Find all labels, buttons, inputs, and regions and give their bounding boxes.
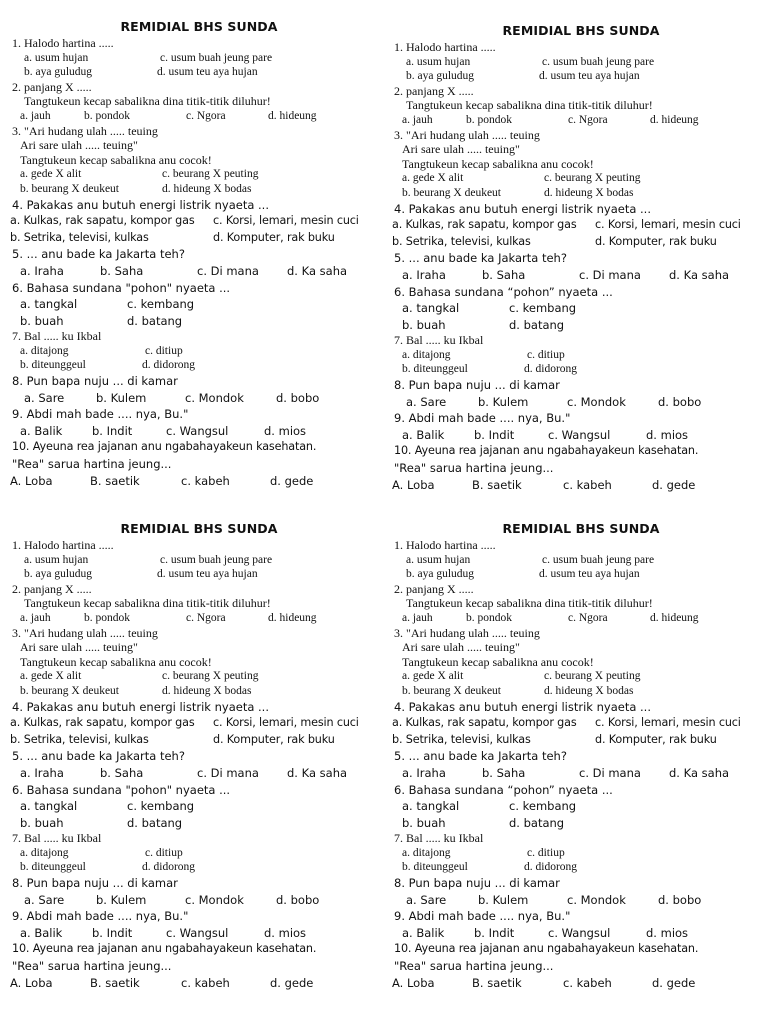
- q3-options-row2: b. beurang X deukeut d. hideung X bodas: [402, 186, 634, 199]
- q3-instruction: Tangtukeun kecap sabalikna anu cocok!: [402, 654, 594, 669]
- q10-question-line2: "Rea" sarua hartina jeung...: [12, 959, 172, 974]
- q7-options-row2: b. diteunggeul d. didorong: [20, 861, 196, 874]
- quiz-panel-bottom-right: [392, 520, 768, 1020]
- q8-question: 8. Pun bapa nuju ... di kamar: [12, 374, 178, 389]
- q8-options: a. Sare b. Kulem c. Mondok d. bobo: [24, 390, 320, 405]
- q9-options: a. Balik b. Indit c. Wangsul d. mios: [402, 925, 689, 940]
- q1-question: 1. Halodo hartina .....: [394, 40, 496, 54]
- q6-question: 6. Bahasa sundana "pohon" nyaeta ...: [12, 782, 231, 797]
- q4-question: 4. Pakakas anu butuh energi listrik nyaeta ...: [394, 201, 651, 216]
- q5-question: 5. ... anu bade ka Jakarta teh?: [12, 247, 185, 262]
- panel-title: REMIDIAL BHS SUNDA: [120, 19, 278, 34]
- q9-options: a. Balik b. Indit c. Wangsul d. mios: [402, 427, 689, 442]
- q1-options-row2: b. aya guludug d. usum teu aya hujan: [406, 70, 640, 83]
- quiz-panel-top-left: [10, 18, 388, 518]
- q6-options-row1: a. tangkal c. kembang: [20, 297, 195, 312]
- q5-question: 5. ... anu bade ka Jakarta teh?: [394, 749, 567, 764]
- q3-options-row1: a. gede X alit c. beurang X peuting: [20, 168, 259, 181]
- q1-question: 1. Halodo hartina .....: [12, 36, 114, 50]
- q4-options-row2: b. Setrika, televisi, kulkas d. Komputer, rak buku: [392, 234, 717, 248]
- q3-question-line2: Ari sare ulah ..... teuing": [20, 640, 138, 655]
- q3-options-row1: a. gede X alit c. beurang X peuting: [402, 172, 641, 185]
- q3-question: 3. "Ari hudang ulah ..... teuing: [394, 127, 540, 142]
- q2-question: 2. panjang X .....: [394, 581, 474, 596]
- q8-options: a. Sare b. Kulem c. Mondok d. bobo: [406, 394, 702, 409]
- q2-instruction: Tangtukeun kecap sabalikna dina titik-titik diluhur!: [406, 98, 653, 113]
- q4-question: 4. Pakakas anu butuh energi listrik nyaeta ...: [394, 699, 651, 714]
- q2-options: a. jauh b. pondok c. Ngora d. hideung: [402, 611, 699, 624]
- q5-options: a. Iraha b. Saha c. Di mana d. Ka saha: [20, 263, 348, 278]
- q3-question: 3. "Ari hudang ulah ..... teuing: [12, 625, 158, 640]
- q3-options-row2: b. beurang X deukeut d. hideung X bodas: [402, 684, 634, 697]
- q5-question: 5. ... anu bade ka Jakarta teh?: [12, 749, 185, 764]
- q5-options: a. Iraha b. Saha c. Di mana d. Ka saha: [20, 765, 348, 780]
- q2-instruction: Tangtukeun kecap sabalikna dina titik-titik diluhur!: [406, 596, 653, 611]
- q6-options-row2: b. buah d. batang: [402, 815, 565, 830]
- q10-options: A. Loba B. saetik c. kabeh d. gede: [10, 473, 314, 488]
- q2-options: a. jauh b. pondok c. Ngora d. hideung: [20, 109, 317, 122]
- q1-options-row1: a. usum hujan c. usum buah jeung pare: [406, 553, 655, 566]
- q3-question-line2: Ari sare ulah ..... teuing": [402, 640, 520, 655]
- q1-options-row2: b. aya guludug d. usum teu aya hujan: [24, 568, 258, 581]
- q3-question-line2: Ari sare ulah ..... teuing": [402, 142, 520, 157]
- q9-options: a. Balik b. Indit c. Wangsul d. mios: [20, 423, 307, 438]
- q6-options-row2: b. buah d. batang: [402, 317, 565, 332]
- q7-question: 7. Bal ..... ku Ikbal: [12, 329, 102, 344]
- q1-question: 1. Halodo hartina .....: [12, 538, 114, 552]
- q2-options: a. jauh b. pondok c. Ngora d. hideung: [402, 113, 699, 126]
- q7-question: 7. Bal ..... ku Ikbal: [12, 831, 102, 846]
- q5-question: 5. ... anu bade ka Jakarta teh?: [394, 251, 567, 266]
- q2-instruction: Tangtukeun kecap sabalikna dina titik-titik diluhur!: [24, 94, 271, 109]
- q7-options-row1: a. ditajong c. ditiup: [20, 344, 183, 357]
- q6-options-row1: a. tangkal c. kembang: [402, 301, 577, 316]
- q10-question-line2: "Rea" sarua hartina jeung...: [394, 959, 554, 974]
- q3-options-row1: a. gede X alit c. beurang X peuting: [20, 670, 259, 683]
- q2-instruction: Tangtukeun kecap sabalikna dina titik-titik diluhur!: [24, 596, 271, 611]
- q3-options-row1: a. gede X alit c. beurang X peuting: [402, 670, 641, 683]
- q2-question: 2. panjang X .....: [394, 83, 474, 98]
- q7-options-row2: b. diteunggeul d. didorong: [20, 359, 196, 372]
- q2-question: 2. panjang X .....: [12, 581, 92, 596]
- panel-title: REMIDIAL BHS SUNDA: [502, 521, 660, 536]
- q7-question: 7. Bal ..... ku Ikbal: [394, 333, 484, 348]
- q7-options-row1: a. ditajong c. ditiup: [20, 846, 183, 859]
- q4-question: 4. Pakakas anu butuh energi listrik nyaeta ...: [12, 699, 269, 714]
- q1-question: 1. Halodo hartina .....: [394, 538, 496, 552]
- q3-instruction: Tangtukeun kecap sabalikna anu cocok!: [402, 156, 594, 171]
- q10-question-line2: "Rea" sarua hartina jeung...: [12, 457, 172, 472]
- q4-options-row2: b. Setrika, televisi, kulkas d. Komputer, rak buku: [10, 732, 335, 746]
- panel-title: REMIDIAL BHS SUNDA: [502, 23, 660, 38]
- q3-question-line2: Ari sare ulah ..... teuing": [20, 138, 138, 153]
- q3-options-row2: b. beurang X deukeut d. hideung X bodas: [20, 684, 252, 697]
- q8-options: a. Sare b. Kulem c. Mondok d. bobo: [24, 892, 320, 907]
- q7-options-row2: b. diteunggeul d. didorong: [402, 861, 578, 874]
- q9-question: 9. Abdi mah bade .... nya, Bu.": [12, 407, 189, 422]
- q7-options-row2: b. diteunggeul d. didorong: [402, 363, 578, 376]
- q6-options-row2: b. buah d. batang: [20, 815, 183, 830]
- q10-question: 10. Ayeuna rea jajanan anu ngabahayakeun kasehatan.: [12, 440, 317, 454]
- q6-question: 6. Bahasa sundana “pohon” nyaeta ...: [394, 782, 613, 797]
- q1-options-row1: a. usum hujan c. usum buah jeung pare: [406, 55, 655, 68]
- q3-question: 3. "Ari hudang ulah ..... teuing: [12, 123, 158, 138]
- q6-options-row1: a. tangkal c. kembang: [402, 799, 577, 814]
- q6-options-row2: b. buah d. batang: [20, 313, 183, 328]
- q8-question: 8. Pun bapa nuju ... di kamar: [394, 876, 560, 891]
- q10-question: 10. Ayeuna rea jajanan anu ngabahayakeun kasehatan.: [394, 942, 699, 956]
- q9-question: 9. Abdi mah bade .... nya, Bu.": [394, 411, 571, 426]
- panel-title: REMIDIAL BHS SUNDA: [120, 521, 278, 536]
- q10-options: A. Loba B. saetik c. kabeh d. gede: [392, 477, 696, 492]
- q10-options: A. Loba B. saetik c. kabeh d. gede: [10, 975, 314, 990]
- q4-options-row1: a. Kulkas, rak sapatu, kompor gas c. Korsi, lemari, mesin cuci: [10, 214, 359, 228]
- quiz-panel-top-right: [392, 22, 768, 512]
- q1-options-row1: a. usum hujan c. usum buah jeung pare: [24, 51, 273, 64]
- q6-question: 6. Bahasa sundana "pohon" nyaeta ...: [12, 280, 231, 295]
- q3-options-row2: b. beurang X deukeut d. hideung X bodas: [20, 182, 252, 195]
- q4-options-row1: a. Kulkas, rak sapatu, kompor gas c. Korsi, lemari, mesin cuci: [392, 716, 741, 730]
- q3-instruction: Tangtukeun kecap sabalikna anu cocok!: [20, 654, 212, 669]
- q4-options-row2: b. Setrika, televisi, kulkas d. Komputer, rak buku: [10, 230, 335, 244]
- q9-question: 9. Abdi mah bade .... nya, Bu.": [394, 909, 571, 924]
- quiz-panel-bottom-left: [10, 520, 388, 1020]
- q1-options-row2: b. aya guludug d. usum teu aya hujan: [406, 568, 640, 581]
- q6-question: 6. Bahasa sundana “pohon” nyaeta ...: [394, 284, 613, 299]
- q5-options: a. Iraha b. Saha c. Di mana d. Ka saha: [402, 765, 730, 780]
- q6-options-row1: a. tangkal c. kembang: [20, 799, 195, 814]
- q8-question: 8. Pun bapa nuju ... di kamar: [394, 378, 560, 393]
- q4-question: 4. Pakakas anu butuh energi listrik nyaeta ...: [12, 197, 269, 212]
- q9-question: 9. Abdi mah bade .... nya, Bu.": [12, 909, 189, 924]
- q7-question: 7. Bal ..... ku Ikbal: [394, 831, 484, 846]
- q10-question: 10. Ayeuna rea jajanan anu ngabahayakeun kasehatan.: [394, 444, 699, 458]
- q7-options-row1: a. ditajong c. ditiup: [402, 348, 565, 361]
- q7-options-row1: a. ditajong c. ditiup: [402, 846, 565, 859]
- q2-question: 2. panjang X .....: [12, 79, 92, 94]
- q9-options: a. Balik b. Indit c. Wangsul d. mios: [20, 925, 307, 940]
- q1-options-row1: a. usum hujan c. usum buah jeung pare: [24, 553, 273, 566]
- q1-options-row2: b. aya guludug d. usum teu aya hujan: [24, 66, 258, 79]
- q10-question: 10. Ayeuna rea jajanan anu ngabahayakeun kasehatan.: [12, 942, 317, 956]
- q8-options: a. Sare b. Kulem c. Mondok d. bobo: [406, 892, 702, 907]
- q3-instruction: Tangtukeun kecap sabalikna anu cocok!: [20, 152, 212, 167]
- q4-options-row1: a. Kulkas, rak sapatu, kompor gas c. Korsi, lemari, mesin cuci: [10, 716, 359, 730]
- q8-question: 8. Pun bapa nuju ... di kamar: [12, 876, 178, 891]
- q5-options: a. Iraha b. Saha c. Di mana d. Ka saha: [402, 267, 730, 282]
- q10-options: A. Loba B. saetik c. kabeh d. gede: [392, 975, 696, 990]
- q3-question: 3. "Ari hudang ulah ..... teuing: [394, 625, 540, 640]
- q10-question-line2: "Rea" sarua hartina jeung...: [394, 461, 554, 476]
- q4-options-row1: a. Kulkas, rak sapatu, kompor gas c. Korsi, lemari, mesin cuci: [392, 218, 741, 232]
- q4-options-row2: b. Setrika, televisi, kulkas d. Komputer, rak buku: [392, 732, 717, 746]
- q2-options: a. jauh b. pondok c. Ngora d. hideung: [20, 611, 317, 624]
